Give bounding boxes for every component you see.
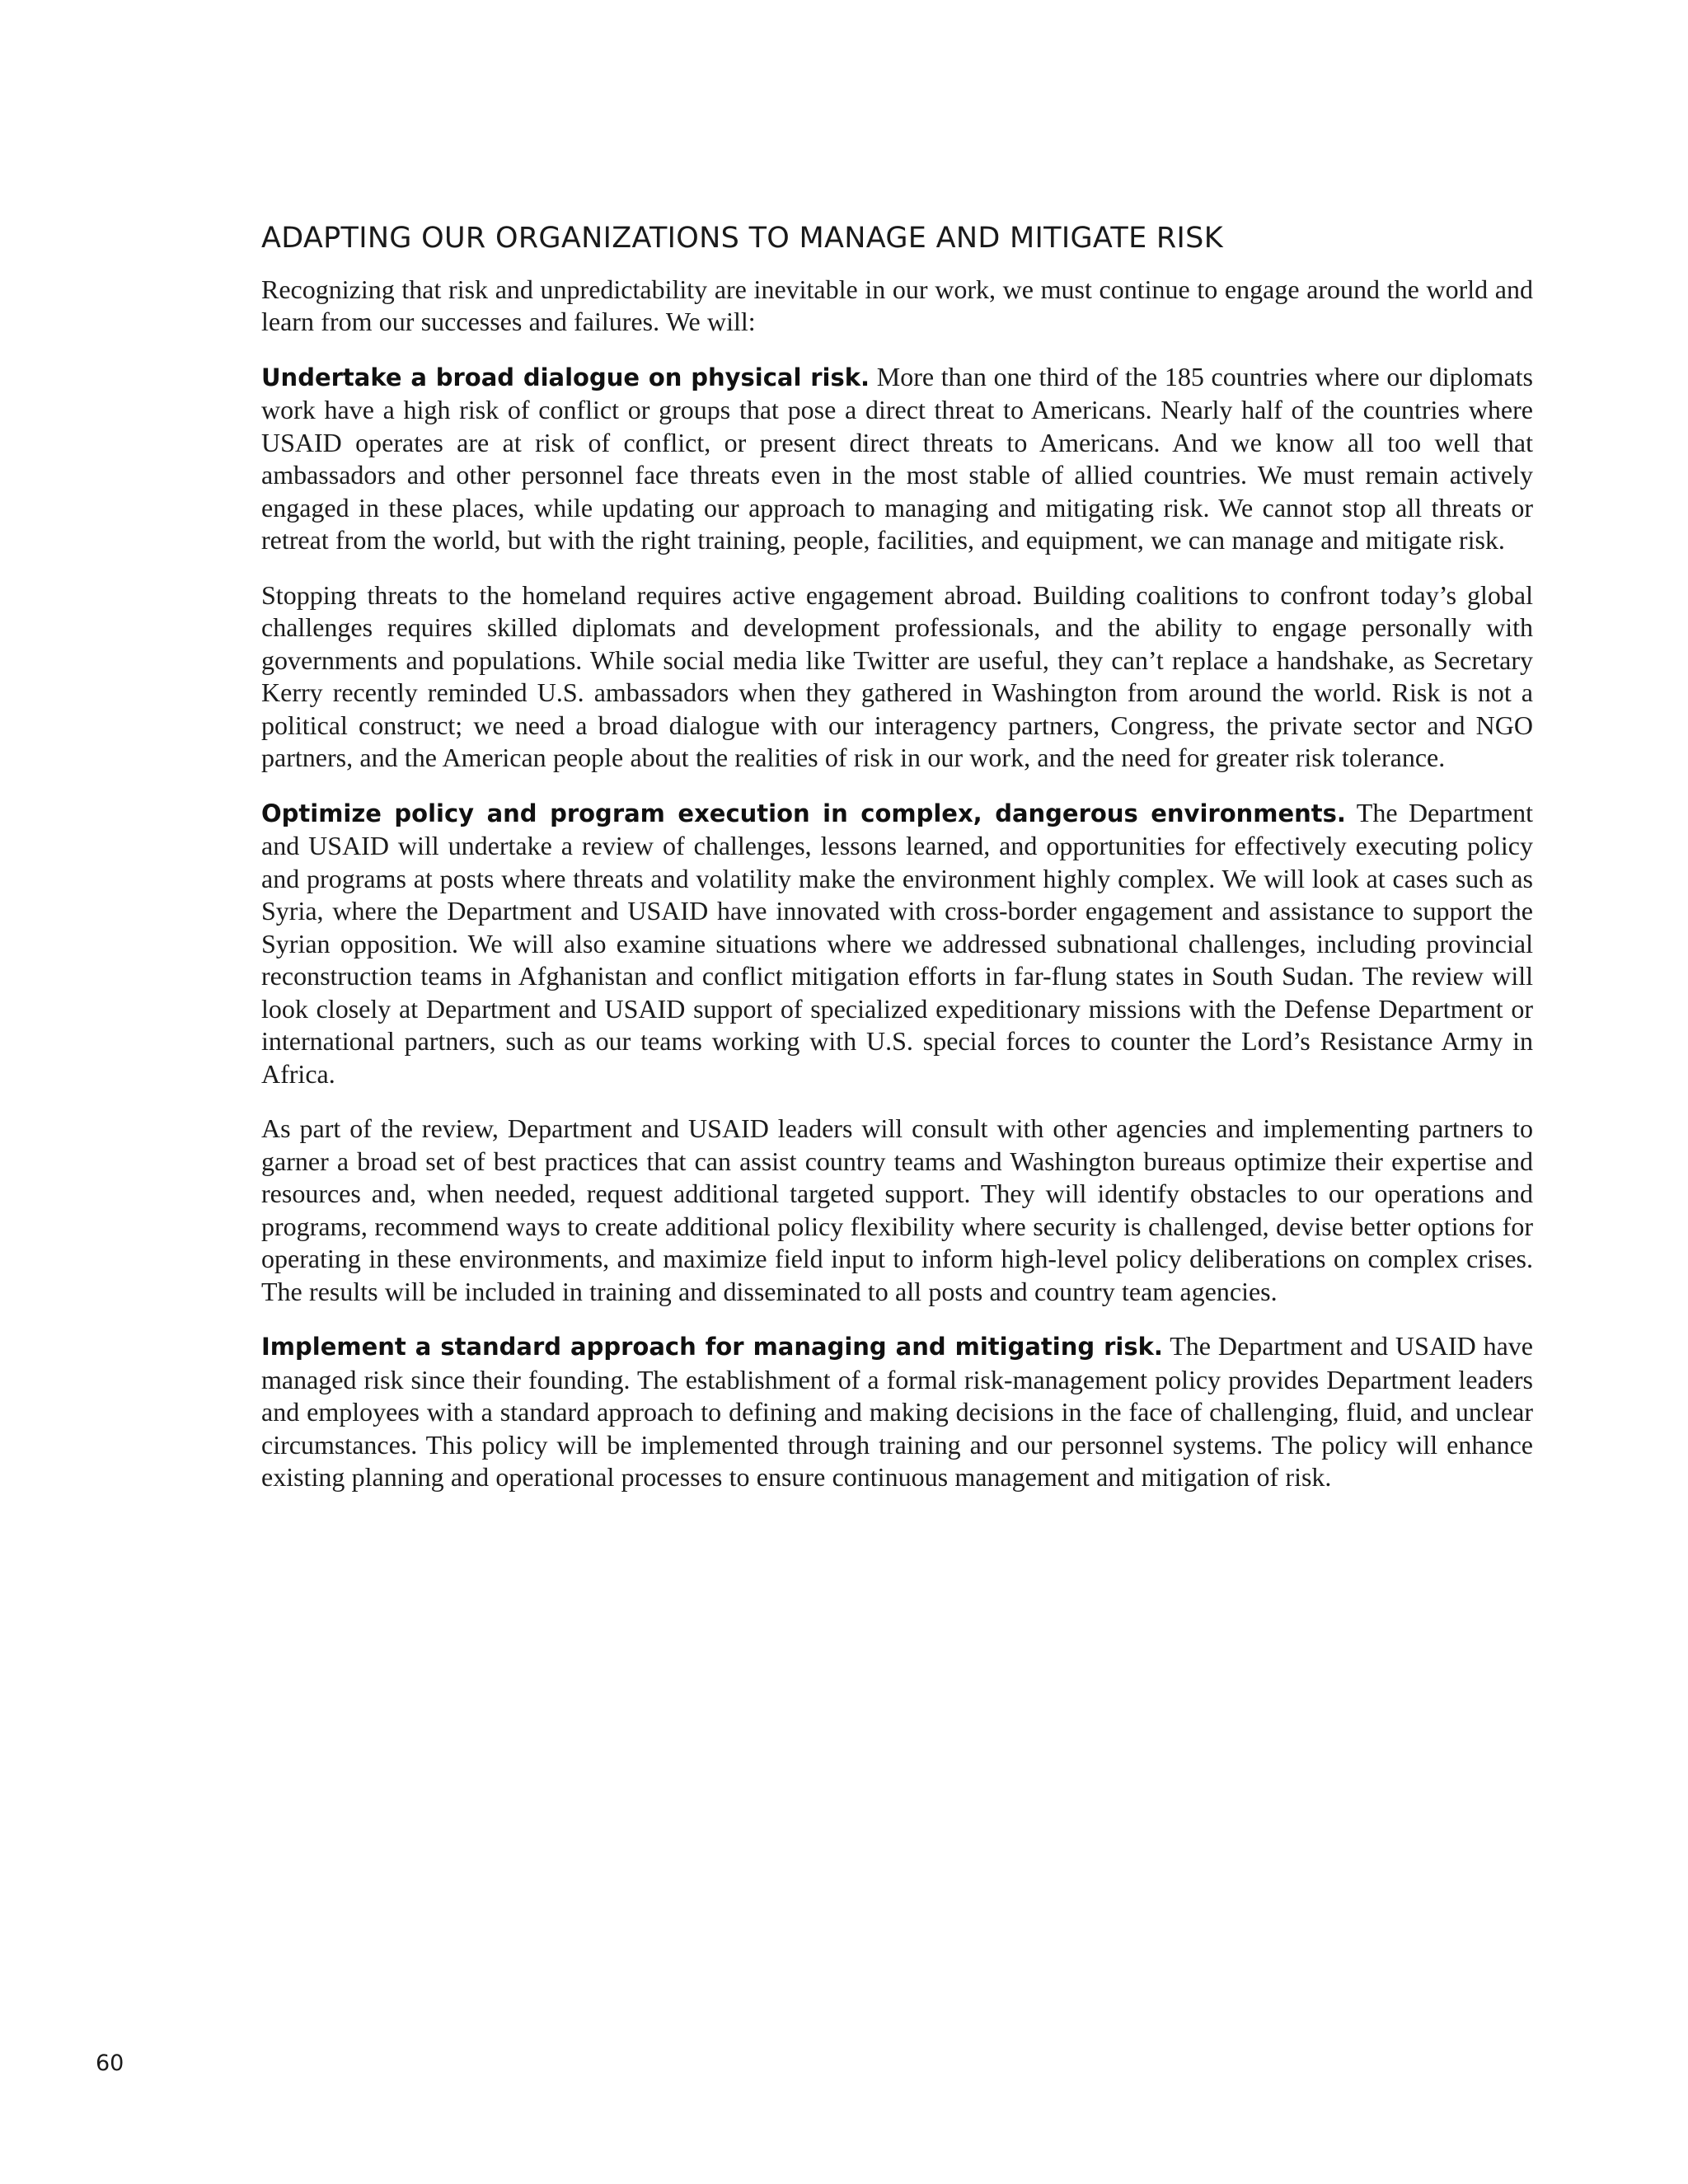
paragraph-lead: Implement a standard approach for managing and mitigating risk.	[261, 1333, 1163, 1361]
standard-approach-paragraph	[261, 1330, 1533, 1494]
paragraph-text: Stopping threats to the homeland requires active engagement abroad. Building coalitions to confront today’s global challenges requires skilled diplomats and development professionals, and the ability to engage personally with governments and populations. While social media like Twitter are useful, they can’t replace a handshake, as Secretary Kerry recently reminded U.S. ambassadors when they gathered in Washington from around the world. Risk is not a political construct; we need a broad dialogue with our interagency partners, Congress, the private sector and NGO partners, and the American people about the realities of risk in our work, and the need for greater risk tolerance.	[261, 579, 1533, 773]
page-number: 60	[96, 2050, 124, 2076]
section-heading: ADAPTING OUR ORGANIZATIONS TO MANAGE AND MITIGATE RISK	[261, 222, 1223, 255]
page-content	[261, 221, 1533, 1516]
paragraph-text: The Department and USAID will undertake a review of challenges, lessons learned, and opportunities for effectively executing policy and programs at posts where threats and volatility make the environment highly complex. We will look at cases such as Syria, where the Department and USAID have innovated with cross-border engagement and assistance to support the Syrian opposition. We will also examine situations where we addressed subnational challenges, including provincial reconstruction teams in Afghanistan and conflict mitigation efforts in far-flung states in South Sudan. The review will look closely at Department and USAID support of specialized expeditionary missions with the Defense Department or international partners, such as our teams working with U.S. special forces to counter the Lord’s Resistance Army in Africa.	[261, 797, 1533, 1089]
paragraph-text: As part of the review, Department and USAID leaders will consult with other agencies and implementing partners to garner a broad set of best practices that can assist country teams and Washington bureaus optimize their expertise and resources and, when needed, request additional targeted support. They will identify obstacles to our operations and programs, recommend ways to create additional policy flexibility where security is challenged, devise better options for operating in these environments, and maximize field input to inform high-level policy deliberations on complex crises. The results will be included in training and disseminated to all posts and country team agencies.	[261, 1113, 1533, 1306]
paragraph-lead: Undertake a broad dialogue on physical risk.	[261, 363, 870, 391]
intro-paragraph	[261, 274, 1533, 339]
paragraph-text: The Department and USAID have managed risk since their founding. The establishment of a formal risk-management policy provides Department leaders and employees with a standard approach to defining and making decisions in the face of challenging, fluid, and unclear circumstances. This policy will be implemented through training and our personnel systems. The policy will enhance existing planning and operational processes to ensure continuous management and mitigation of risk.	[261, 1331, 1534, 1493]
optimize-policy-paragraph	[261, 797, 1533, 1091]
homeland-paragraph	[261, 579, 1533, 775]
paragraph-text: Recognizing that risk and unpredictability are inevitable in our work, we must continue to engage around the world and learn from our successes and failures. We will:	[261, 274, 1533, 337]
physical-risk-paragraph	[261, 361, 1533, 557]
paragraph-lead: Optimize policy and program execution in complex, dangerous environments.	[261, 799, 1346, 827]
paragraph-text: More than one third of the 185 countries where our diplomats work have a high risk of conflict or groups that pose a direct threat to Americans. Nearly half of the countries where USAID operates are at risk of conflict, or present direct threats to Americans. And we know all too well that ambassadors and other personnel face threats even in the most stable of allied countries. We must remain actively engaged in these places, while updating our approach to managing and mitigating risk. We cannot stop all threats or retreat from the world, but with the right training, people, facilities, and equipment, we can manage and mitigate risk.	[261, 361, 1533, 555]
review-paragraph	[261, 1113, 1533, 1308]
